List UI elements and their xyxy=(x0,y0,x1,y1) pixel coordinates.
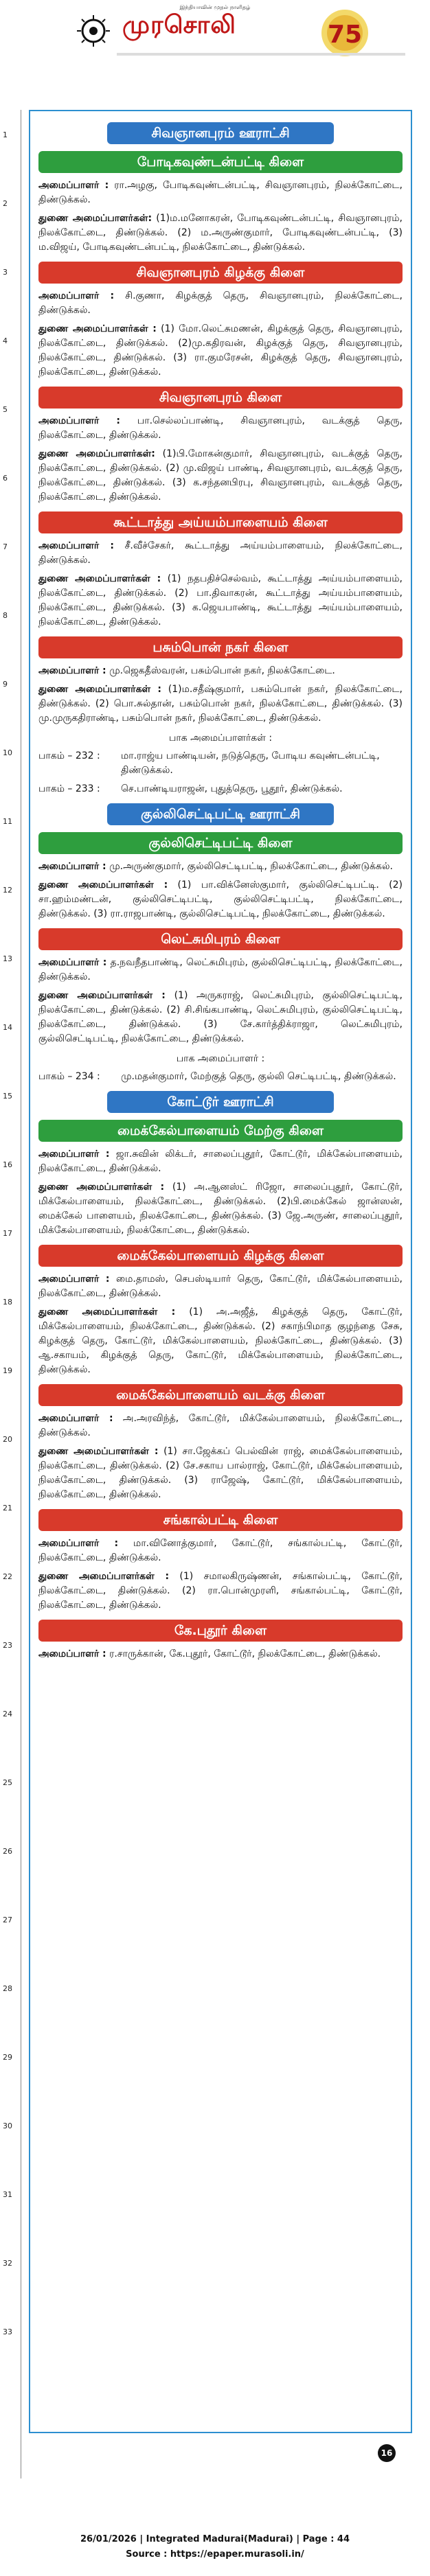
organizer-label: அமைப்பாளர் : xyxy=(38,665,106,676)
organizer-text: மை.தாமஸ், செபஸ்டியார் தெரு, கோட்டூர், மிக்கேல்பாளையம், நிலக்கோட்டை, திண்டுக்கல். xyxy=(38,1274,403,1299)
announcement-content xyxy=(38,115,403,1666)
deputy-label: துணை அமைப்பாளர்கள் : xyxy=(38,573,161,584)
booth-entry xyxy=(38,1070,403,1084)
branch-header: மைக்கேல்பாளையம் வடக்கு கிளை xyxy=(38,1384,403,1406)
organizer-label: அமைப்பாளர் : xyxy=(38,1413,113,1424)
deputy-label: துணை அமைப்பாளர்கள் : xyxy=(38,1307,176,1318)
deputy-label: துணை அமைப்பாளர்கள் : xyxy=(38,323,157,334)
left-column-fragment: 13 xyxy=(3,954,12,963)
deputy-text: (1) பா.விக்னேஸ்குமார், குல்லிசெட்டிபட்டி. (2) சா.ஹம்மண்டன், குல்லிசெட்டிபட்டி, குல்லிசெட்டிபட்டி, நிலக்கோட்டை, திண்டுக்கல். (3) ரா.ராஜபாண்டி, குல்லிசெட்டிபட்டி, நிலக்கோட்டை, திண்டுக்கல். xyxy=(38,879,403,919)
booth-entry xyxy=(38,782,403,796)
booth-heading: பாக அமைப்பாளர் : xyxy=(176,1053,265,1064)
deputy-entry xyxy=(38,1445,403,1502)
branch-header: சங்கால்பட்டி கிளை xyxy=(38,1509,403,1531)
organizer-entry xyxy=(38,860,403,874)
footer-source-line: Source : https://epaper.murasoli.in/ xyxy=(126,2549,304,2560)
masthead-logo: முரசொலி xyxy=(122,11,236,39)
left-column-fragment: 31 xyxy=(3,2190,12,2199)
branch-header: மைக்கேல்பாளையம் மேற்கு கிளை xyxy=(38,1120,403,1142)
booth-heading: பாக அமைப்பாளர்கள் : xyxy=(168,733,273,744)
left-column-fragment: 24 xyxy=(3,1710,12,1718)
left-column-fragment: 22 xyxy=(3,1572,12,1581)
announcement-panel xyxy=(29,110,412,2433)
branch-header: குல்லிசெட்டிபட்டி கிளை xyxy=(38,832,403,854)
left-column-fragment: 5 xyxy=(3,405,8,414)
organizer-entry xyxy=(38,414,403,443)
branch-header: மைக்கேல்பாளையம் கிழக்கு கிளை xyxy=(38,1245,403,1267)
booth-number: பாகம் – 232 : xyxy=(38,750,100,761)
deputy-text: (1)ம.சதீஷ்குமார், பசும்பொன் நகர், நிலக்கோட்டை, திண்டுக்கல். (2) பொ.சுல்தான், பசும்பொன் நகர், நிலக்கோட்டை, திண்டுக்கல். (3) மு.முருகதிராண்டி, பசும்பொன் நகர், நிலக்கோட்டை, திண்டுக்கல். xyxy=(38,684,403,724)
organizer-text: ஜா.சுவின் லிக்டர், சாலைப்புதூர், கோட்டூர், மிக்கேல்பாளையம், நிலக்கோட்டை, திண்டுக்கல். xyxy=(38,1149,403,1174)
branch-header: லெட்சுமிபுரம் கிளை xyxy=(38,928,403,950)
left-column-fragment: 27 xyxy=(3,1916,12,1924)
deputy-text: (1)ம.மனோகரன், போடிகவுண்டன்பட்டி, சிவஞானபுரம், நிலக்கோட்டை, திண்டுக்கல். (2) ம.அருண்குமார், போடிகவுண்டன்பட்டி, (3) ம.விஜய், போடிகவுண்டன்பட்டி, நிலக்கோட்டை, திண்டுக்கல். xyxy=(38,213,403,253)
organizer-label: அமைப்பாளர் : xyxy=(38,1648,106,1659)
deputy-text: (1) அருகராஜ், லெட்சுமிபுரம், குல்லிசெட்டிபட்டி, நிலக்கோட்டை, திண்டுக்கல். (2) சி.சிங்கபாண்டி, லெட்சுமிபுரம், குல்லிசெட்டிபட்டி, நிலக்கோட்டை, திண்டுக்கல். (3) சே.கார்த்திக்ராஜா, லெட்சுமிபுரம், குல்லிசெட்டிபட்டி, நிலக்கோட்டை, திண்டுக்கல். xyxy=(38,990,403,1044)
organizer-text: பா.செல்லப்பாண்டி, சிவஞானபுரம், வடக்குத் தெரு, நிலக்கோட்டை, திண்டுக்கல். xyxy=(38,415,403,441)
branch-header: சிவஞானபுரம் கிழக்கு கிளை xyxy=(38,262,403,284)
left-column-fragment: 18 xyxy=(3,1298,12,1307)
deputy-entry xyxy=(38,878,403,921)
left-column-fragment: 30 xyxy=(3,2121,12,2130)
left-column-fragment: 23 xyxy=(3,1641,12,1650)
left-column-fragment: 3 xyxy=(3,268,8,277)
branch-header: கூட்டாத்து அய்யம்பாளையம் கிளை xyxy=(38,511,403,533)
organizer-entry xyxy=(38,539,403,568)
organizer-text: மு.அருண்குமார், குல்லிசெட்டிபட்டி, நிலக்கோட்டை, திண்டுக்கல். xyxy=(106,861,393,872)
left-column-fragment: 14 xyxy=(3,1023,12,1032)
organizer-label: அமைப்பாளர் : xyxy=(38,957,107,968)
organizer-label: அமைப்பாளர் : xyxy=(38,1149,110,1160)
panchayat-header: குல்லிசெட்டிபட்டி ஊராட்சி xyxy=(107,803,334,825)
left-column-fragment: 29 xyxy=(3,2053,12,2062)
deputy-entry xyxy=(38,322,403,380)
deputy-label: துணை அமைப்பாளர்கள் : xyxy=(38,1446,159,1457)
organizer-entry xyxy=(38,179,403,207)
deputy-entry xyxy=(38,211,403,255)
panchayat-header: கோட்டூர் ஊராட்சி xyxy=(107,1091,334,1113)
organizer-text: ரா.அழகு, போடிகவுண்டன்பட்டி, சிவஞானபுரம், நிலக்கோட்டை, திண்டுக்கல். xyxy=(38,180,403,205)
deputy-label: துணை அமைப்பாளர்கள் : xyxy=(38,684,161,695)
deputy-label: துணை அமைப்பாளர்கள் : xyxy=(38,1571,170,1582)
deputy-text: (1) சா.ஜேக்கப் பெல்வின் ராஜ், மைக்கேல்பாளையம், நிலக்கோட்டை, திண்டுக்கல். (2) சே.சகாய பால்ராஜ், கோட்டூர், மிக்கேல்பாளையம், நிலக்கோட்டை, திண்டுக்கல். (3) ராஜேஷ், கோட்டூர், மிக்கேல்பாளையம், நிலக்கோட்டை, திண்டுக்கல். xyxy=(38,1446,403,1500)
organizer-label: அமைப்பாளர் : xyxy=(38,290,115,301)
left-column-fragment: 2 xyxy=(3,199,8,208)
organizer-text: ர.சாருக்கான், கே.புதூர், கோட்டூர், நிலக்கோட்டை, திண்டுக்கல். xyxy=(106,1648,381,1659)
organizer-entry xyxy=(38,1647,403,1661)
masthead xyxy=(0,0,430,63)
left-column-fragment: 25 xyxy=(3,1778,12,1787)
left-column-fragment: 16 xyxy=(3,1160,12,1169)
organizer-label: அமைப்பாளர் : xyxy=(38,540,114,551)
deputy-entry xyxy=(38,1180,403,1238)
organizer-text: மா.வினோத்குமார், கோட்டூர், சங்கால்பட்டி, கோட்டூர், நிலக்கோட்டை, திண்டுக்கல். xyxy=(38,1538,403,1563)
left-column-fragment: 26 xyxy=(3,1847,12,1856)
deputy-text: (1) நதபதிச்செல்வம், கூட்டாத்து அய்யம்பாளையம், நிலக்கோட்டை, திண்டுக்கல். (2) பா.திவாகரன், கூட்டாத்து அய்யம்பாளையம், நிலக்கோட்டை, திண்டுக்கல். (3) க.ஜெயபாண்டி, கூட்டாத்து அய்யம்பாளையம், நிலக்கோட்டை, திண்டுக்கல். xyxy=(38,573,403,628)
page-footer xyxy=(0,2532,430,2562)
left-column-fragment: 32 xyxy=(3,2259,12,2268)
deputy-text: (1) அ.அஜீத், கிழக்குத் தெரு, கோட்டூர், மிக்கேல்பாளையம், நிலக்கோட்டை, திண்டுக்கல். (2) சகாந்பிமாத குழந்தை சேசு, கிழக்குத் தெரு, கோட்டூர், மிக்கேல்பாளையம், நிலக்கோட்டை, திண்டுக்கல். (3) ஆ.சகாயம், கிழக்குத் தெரு, கோட்டூர், மிக்கேல்பாளையம், நிலக்கோட்டை, திண்டுக்கல். xyxy=(38,1307,403,1375)
deputy-entry xyxy=(38,682,403,726)
organizer-label: அமைப்பாளர் : xyxy=(38,1274,110,1285)
deputy-entry xyxy=(38,572,403,630)
deputy-label: துணை அமைப்பாளர்கள்: xyxy=(38,448,155,459)
deputy-label: துணை அமைப்பாளர்கள்: xyxy=(38,213,152,224)
deputy-label: துணை அமைப்பாளர்கள் : xyxy=(38,879,168,890)
organizer-label: அமைப்பாளர் : xyxy=(38,1538,119,1549)
organizer-entry xyxy=(38,1147,403,1176)
masthead-tagline: இந்தியாவின் முதல் நாளிதழ் xyxy=(179,4,251,10)
deputy-entry xyxy=(38,447,403,505)
deputy-entry xyxy=(38,1569,403,1613)
left-column-fragment: 12 xyxy=(3,886,12,895)
deputy-text: (1)பி.மோகன்குமார், சிவஞானபுரம், வடக்குத் தெரு, நிலக்கோட்டை, திண்டுக்கல். (2) மு.விஜய் பாண்டி, சிவஞானபுரம், வடக்குத் தெரு, நிலக்கோட்டை, திண்டுக்கல். (3) க.சந்தனபிரபு, சிவஞானபுரம், வடக்குத் தெரு, நிலக்கோட்டை, திண்டுக்கல். xyxy=(38,448,403,503)
organizer-text: சி.குணா, கிழக்குத் தெரு, சிவஞானபுரம், நிலக்கோட்டை, திண்டுக்கல். xyxy=(38,290,403,316)
left-column-fragment: 17 xyxy=(3,1229,12,1238)
deputy-entry xyxy=(38,1305,403,1377)
organizer-entry xyxy=(38,1412,403,1440)
deputy-label: துணை அமைப்பாளர்கள் : xyxy=(38,990,166,1001)
booth-organizer: செ.பாண்டியராஜன், புதுத்தெரு, பூதூர், திண்டுக்கல். xyxy=(121,783,343,794)
left-column-fragment: 7 xyxy=(3,542,8,551)
deputy-text: (1) சமாலகிருஷ்ணன், சங்கால்பட்டி, கோட்டூர், நிலக்கோட்டை, திண்டுக்கல். (2) ரா.பொன்முரளி, சங்கால்பட்டி, கோட்டூர், நிலக்கோட்டை, திண்டுக்கல். xyxy=(38,1571,403,1611)
deputy-label: துணை அமைப்பாளர்கள் : xyxy=(38,1182,165,1193)
organizer-text: அ.அரவிந்த், கோட்டூர், மிக்கேல்பாளையம், நிலக்கோட்டை, திண்டுக்கல். xyxy=(38,1413,403,1438)
left-column-fragment: 10 xyxy=(3,748,12,757)
left-column-fragment: 21 xyxy=(3,1504,12,1513)
booth-number: பாகம் – 233 : xyxy=(38,783,100,794)
organizer-entry xyxy=(38,664,403,678)
left-column-fragment: 9 xyxy=(3,680,8,689)
left-column-fragment: 15 xyxy=(3,1092,12,1101)
organizer-label: அமைப்பாளர் : xyxy=(38,861,106,872)
organizer-text: த.நவநீதபாண்டி, லெட்சுமிபுரம், குல்லிசெட்டிபட்டி, நிலக்கோட்டை, திண்டுக்கல். xyxy=(38,957,403,982)
left-column-fragment: 19 xyxy=(3,1366,12,1375)
branch-header: சிவஞானபுரம் கிளை xyxy=(38,387,403,409)
branch-header: போடிகவுண்டன்பட்டி கிளை xyxy=(38,151,403,173)
left-column-fragment: 11 xyxy=(3,817,12,826)
booth-number: பாகம் – 234 : xyxy=(38,1071,100,1082)
deputy-text: (1) மோ.லெட்சுமணன், கிழக்குத் தெரு, சிவஞானபுரம், நிலக்கோட்டை, திண்டுக்கல். (2)மு.கதிரவன், கிழக்குத் தெரு, சிவஞானபுரம், நிலக்கோட்டை, திண்டுக்கல். (3) ரா.குமரேசன், கிழக்குத் தெரு, சிவஞானபுரம், நிலக்கோட்டை, திண்டுக்கல். xyxy=(38,323,403,378)
left-column-fragment: 8 xyxy=(3,611,8,620)
organizer-label: அமைப்பாளர் : xyxy=(38,180,109,191)
left-column-fragment: 20 xyxy=(3,1435,12,1444)
masthead-subline xyxy=(117,51,405,58)
organizer-entry xyxy=(38,1537,403,1565)
left-column-fragment: 4 xyxy=(3,336,8,345)
panchayat-header: சிவஞானபுரம் ஊராட்சி xyxy=(107,122,334,144)
booth-organizer: மா.ராஜ்ய பாண்டியன், நடுத்தெரு, போடிய கவுண்டன்பட்டி, திண்டுக்கல். xyxy=(121,750,380,776)
anniversary-number: 75 xyxy=(327,21,363,49)
page-number-badge: 16 xyxy=(378,2444,396,2462)
organizer-entry xyxy=(38,956,403,985)
left-column-fragment: 1 xyxy=(3,130,8,139)
left-column-fragment: 33 xyxy=(3,2327,12,2336)
organizer-entry xyxy=(38,1272,403,1301)
organizer-label: அமைப்பாளர் : xyxy=(38,415,121,426)
left-column-fragment: 6 xyxy=(3,474,8,483)
booth-entry xyxy=(38,749,403,778)
branch-header: கே.புதூர் கிளை xyxy=(38,1620,403,1642)
left-column-edge xyxy=(0,110,21,2479)
booth-organizer: மு.மதன்குமார், மேற்குத் தெரு, குல்லி செட்டிபட்டி, திண்டுக்கல். xyxy=(121,1071,396,1082)
footer-edition-line: 26/01/2026 | Integrated Madurai(Madurai) | Page : 44 xyxy=(80,2534,350,2544)
sun-emblem-icon xyxy=(74,14,113,48)
branch-header: பசும்பொன் நகர் கிளை xyxy=(38,636,403,658)
deputy-text: (1) அ.ஆனஸ்ட் ரிஜோ, சாலைப்புதூர், கோட்டூர், மிக்கேல்பாளையம், நிலக்கோட்டை, திண்டுக்கல். (2)பி.மைக்கேல் ஜான்ஸன், மைக்கேல் பாளையம், நிலக்கோட்டை, திண்டுக்கல். (3) ஜே.அருண், சாலைப்புதூர், மிக்கேல்பாளையம், நிலக்கோட்டை, திண்டுக்கல். xyxy=(38,1182,403,1236)
organizer-entry xyxy=(38,289,403,318)
organizer-text: சீ.வீச்சேகர், கூட்டாத்து அய்யம்பாளையம், நிலக்கோட்டை, திண்டுக்கல். xyxy=(38,540,403,566)
left-column-fragment: 28 xyxy=(3,1984,12,1993)
deputy-entry xyxy=(38,989,403,1046)
organizer-text: மு.ஜெகதீஸ்வரன், பசும்பொன் நகர், நிலக்கோட்டை. xyxy=(106,665,335,676)
